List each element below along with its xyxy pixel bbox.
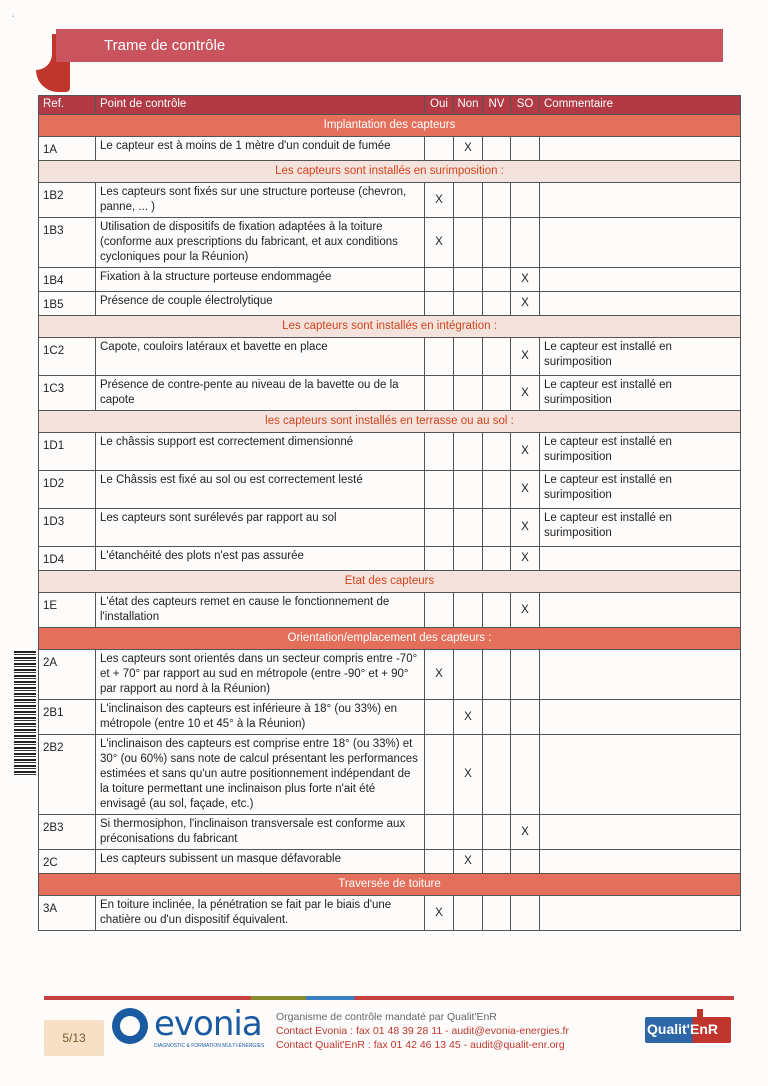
row-oui-mark: X xyxy=(425,183,454,218)
row-non-mark xyxy=(454,376,483,411)
section-title: Etat des capteurs xyxy=(39,571,741,593)
row-point: Fixation à la structure porteuse endommagée xyxy=(96,268,425,292)
row-comment: Le capteur est installé en surimposition xyxy=(540,509,741,547)
table-row xyxy=(39,700,741,735)
table-row xyxy=(39,433,741,471)
footer-contact xyxy=(276,1010,569,1052)
section-title: Les capteurs sont installés en surimposition : xyxy=(39,161,741,183)
row-non-mark xyxy=(454,268,483,292)
table-row xyxy=(39,376,741,411)
row-non-mark xyxy=(454,471,483,509)
table-row xyxy=(39,735,741,815)
row-non-mark: X xyxy=(454,850,483,874)
row-ref: 1D3 xyxy=(39,509,96,547)
row-nv-mark xyxy=(483,376,511,411)
page-title-banner xyxy=(56,29,723,62)
row-so-mark: X xyxy=(511,292,540,316)
row-oui-mark xyxy=(425,700,454,735)
control-table xyxy=(38,95,741,931)
row-point: Les capteurs sont surélevés par rapport au sol xyxy=(96,509,425,547)
col-ref: Ref. xyxy=(39,96,96,115)
row-non-mark xyxy=(454,338,483,376)
row-so-mark xyxy=(511,218,540,268)
row-nv-mark xyxy=(483,338,511,376)
row-oui-mark xyxy=(425,547,454,571)
row-ref: 2A xyxy=(39,650,96,700)
evonia-logo-tagline: DIAGNOSTIC & FORMATION MULTI-ÉNERGIES xyxy=(154,1043,265,1049)
row-so-mark xyxy=(511,850,540,874)
row-so-mark: X xyxy=(511,815,540,850)
barcode-icon xyxy=(14,651,36,777)
row-ref: 2B1 xyxy=(39,700,96,735)
qualitenr-logo-text: Qualit'EnR xyxy=(647,1021,718,1037)
row-oui-mark: X xyxy=(425,218,454,268)
row-ref: 1B3 xyxy=(39,218,96,268)
row-so-mark: X xyxy=(511,376,540,411)
row-nv-mark xyxy=(483,509,511,547)
row-so-mark: X xyxy=(511,338,540,376)
table-row xyxy=(39,183,741,218)
row-ref: 2B2 xyxy=(39,735,96,815)
table-row xyxy=(39,815,741,850)
qualitenr-logo xyxy=(645,1009,731,1047)
row-nv-mark xyxy=(483,896,511,931)
row-point: L'inclinaison des capteurs est comprise entre 18° (ou 33%) et 30° (ou 60%) sans note de calcul présentant les performances estimées et sans qu'un autre positionnement indépendant de la toiture permettant une inclinaison plus forte n'ait été envisagé (au sol, façade, etc.) xyxy=(96,735,425,815)
row-ref: 1A xyxy=(39,137,96,161)
col-point: Point de contrôle xyxy=(96,96,425,115)
table-row xyxy=(39,547,741,571)
row-oui-mark xyxy=(425,433,454,471)
row-point: L'état des capteurs remet en cause le fonctionnement de l'installation xyxy=(96,593,425,628)
row-comment xyxy=(540,896,741,931)
row-so-mark xyxy=(511,183,540,218)
section-header xyxy=(39,316,741,338)
row-non-mark xyxy=(454,183,483,218)
row-oui-mark xyxy=(425,137,454,161)
row-non-mark: X xyxy=(454,735,483,815)
row-oui-mark xyxy=(425,850,454,874)
table-row xyxy=(39,650,741,700)
row-point: Le capteur est à moins de 1 mètre d'un conduit de fumée xyxy=(96,137,425,161)
row-non-mark xyxy=(454,509,483,547)
row-so-mark xyxy=(511,735,540,815)
row-ref: 2B3 xyxy=(39,815,96,850)
section-title: Orientation/emplacement des capteurs : xyxy=(39,628,741,650)
row-ref: 1B5 xyxy=(39,292,96,316)
row-non-mark xyxy=(454,815,483,850)
row-non-mark xyxy=(454,292,483,316)
section-header xyxy=(39,628,741,650)
row-ref: 1E xyxy=(39,593,96,628)
col-oui: Oui xyxy=(425,96,454,115)
row-so-mark xyxy=(511,650,540,700)
row-ref: 3A xyxy=(39,896,96,931)
row-oui-mark xyxy=(425,268,454,292)
page-title: Trame de contrôle xyxy=(104,37,226,54)
row-ref: 1D1 xyxy=(39,433,96,471)
row-nv-mark xyxy=(483,183,511,218)
table-row xyxy=(39,268,741,292)
table-row xyxy=(39,338,741,376)
table-row xyxy=(39,218,741,268)
evonia-logo-icon xyxy=(112,1008,148,1044)
row-comment xyxy=(540,137,741,161)
footer-line-2: Contact Evonia : fax 01 48 39 28 11 - audit@evonia-energies.fr xyxy=(276,1025,569,1037)
row-nv-mark xyxy=(483,735,511,815)
row-non-mark xyxy=(454,593,483,628)
row-oui-mark xyxy=(425,593,454,628)
row-non-mark: X xyxy=(454,700,483,735)
table-row xyxy=(39,292,741,316)
col-so: SO xyxy=(511,96,540,115)
row-nv-mark xyxy=(483,547,511,571)
footer-line-3: Contact Qualit'EnR : fax 01 42 46 13 45 - audit@qualit-enr.org xyxy=(276,1039,565,1051)
row-comment xyxy=(540,593,741,628)
row-comment xyxy=(540,735,741,815)
row-nv-mark xyxy=(483,292,511,316)
row-ref: 1C2 xyxy=(39,338,96,376)
row-point: L'inclinaison des capteurs est inférieure à 18° (ou 33%) en métropole (entre 10 et 45° à la Réunion) xyxy=(96,700,425,735)
row-point: Présence de couple électrolytique xyxy=(96,292,425,316)
evonia-logo-text: evonia xyxy=(154,1004,262,1044)
table-row xyxy=(39,593,741,628)
section-header xyxy=(39,874,741,896)
row-so-mark xyxy=(511,896,540,931)
row-so-mark xyxy=(511,700,540,735)
row-nv-mark xyxy=(483,650,511,700)
table-row xyxy=(39,896,741,931)
row-point: Si thermosiphon, l'inclinaison transversale est conforme aux préconisations du fabricant xyxy=(96,815,425,850)
row-oui-mark xyxy=(425,735,454,815)
row-non-mark: X xyxy=(454,137,483,161)
table-row xyxy=(39,850,741,874)
row-oui-mark xyxy=(425,815,454,850)
page-number: 5/13 xyxy=(44,1020,104,1056)
row-ref: 1D2 xyxy=(39,471,96,509)
row-comment xyxy=(540,218,741,268)
table-row xyxy=(39,137,741,161)
row-nv-mark xyxy=(483,700,511,735)
section-title: Traversée de toiture xyxy=(39,874,741,896)
row-comment: Le capteur est installé en surimposition xyxy=(540,376,741,411)
row-oui-mark: X xyxy=(425,896,454,931)
row-oui-mark xyxy=(425,509,454,547)
row-so-mark: X xyxy=(511,268,540,292)
row-nv-mark xyxy=(483,593,511,628)
row-non-mark xyxy=(454,433,483,471)
row-point: L'étanchéité des plots n'est pas assurée xyxy=(96,547,425,571)
row-oui-mark xyxy=(425,338,454,376)
section-title: Les capteurs sont installés en intégration : xyxy=(39,316,741,338)
row-so-mark: X xyxy=(511,433,540,471)
col-non: Non xyxy=(454,96,483,115)
section-header xyxy=(39,161,741,183)
row-comment: Le capteur est installé en surimposition xyxy=(540,433,741,471)
row-so-mark: X xyxy=(511,593,540,628)
row-point: Capote, couloirs latéraux et bavette en place xyxy=(96,338,425,376)
row-comment xyxy=(540,183,741,218)
col-nv: NV xyxy=(483,96,511,115)
row-so-mark: X xyxy=(511,471,540,509)
row-point: Les capteurs sont fixés sur une structure porteuse (chevron, panne, ... ) xyxy=(96,183,425,218)
row-nv-mark xyxy=(483,137,511,161)
row-comment xyxy=(540,700,741,735)
row-point: Le Châssis est fixé au sol ou est correctement lesté xyxy=(96,471,425,509)
row-ref: 1B2 xyxy=(39,183,96,218)
evonia-logo xyxy=(112,1004,265,1052)
section-title: Implantation des capteurs xyxy=(39,115,741,137)
footer-line-1: Organisme de contrôle mandaté par Qualit'EnR xyxy=(276,1011,497,1023)
row-nv-mark xyxy=(483,433,511,471)
row-nv-mark xyxy=(483,268,511,292)
row-oui-mark xyxy=(425,471,454,509)
row-comment xyxy=(540,650,741,700)
row-ref: 1C3 xyxy=(39,376,96,411)
row-comment xyxy=(540,547,741,571)
row-nv-mark xyxy=(483,218,511,268)
row-so-mark: X xyxy=(511,509,540,547)
section-header xyxy=(39,115,741,137)
row-oui-mark: X xyxy=(425,650,454,700)
row-nv-mark xyxy=(483,850,511,874)
row-oui-mark xyxy=(425,292,454,316)
row-ref: 1B4 xyxy=(39,268,96,292)
row-nv-mark xyxy=(483,815,511,850)
row-non-mark xyxy=(454,547,483,571)
row-ref: 2C xyxy=(39,850,96,874)
row-point: Les capteurs subissent un masque défavorable xyxy=(96,850,425,874)
table-row xyxy=(39,509,741,547)
col-comment: Commentaire xyxy=(540,96,741,115)
row-so-mark xyxy=(511,137,540,161)
row-comment xyxy=(540,815,741,850)
table-row xyxy=(39,471,741,509)
row-nv-mark xyxy=(483,471,511,509)
row-comment xyxy=(540,850,741,874)
row-point: Utilisation de dispositifs de fixation adaptées à la toiture (conforme aux prescriptions du fabricant, et aux conditions cycloniques pour la Réunion) xyxy=(96,218,425,268)
row-comment: Le capteur est installé en surimposition xyxy=(540,471,741,509)
table-body xyxy=(39,115,741,931)
row-ref: 1D4 xyxy=(39,547,96,571)
row-non-mark xyxy=(454,896,483,931)
row-point: Les capteurs sont orientés dans un secteur compris entre -70° et + 70° par rapport au sud en métropole (entre -90° et + 90° par rapport au nord à la Réunion) xyxy=(96,650,425,700)
row-comment: Le capteur est installé en surimposition xyxy=(540,338,741,376)
footer-divider xyxy=(44,996,734,1000)
row-point: Le châssis support est correctement dimensionné xyxy=(96,433,425,471)
row-point: Présence de contre-pente au niveau de la bavette ou de la capote xyxy=(96,376,425,411)
row-non-mark xyxy=(454,650,483,700)
row-so-mark: X xyxy=(511,547,540,571)
section-header xyxy=(39,411,741,433)
row-comment xyxy=(540,292,741,316)
margin-marks: ʻ xyxy=(12,14,15,25)
table-header-row xyxy=(39,96,741,115)
row-oui-mark xyxy=(425,376,454,411)
row-non-mark xyxy=(454,218,483,268)
section-title: les capteurs sont installés en terrasse ou au sol : xyxy=(39,411,741,433)
row-point: En toiture inclinée, la pénétration se fait par le biais d'une chatière ou d'un dispositif équivalent. xyxy=(96,896,425,931)
section-header xyxy=(39,571,741,593)
row-comment xyxy=(540,268,741,292)
